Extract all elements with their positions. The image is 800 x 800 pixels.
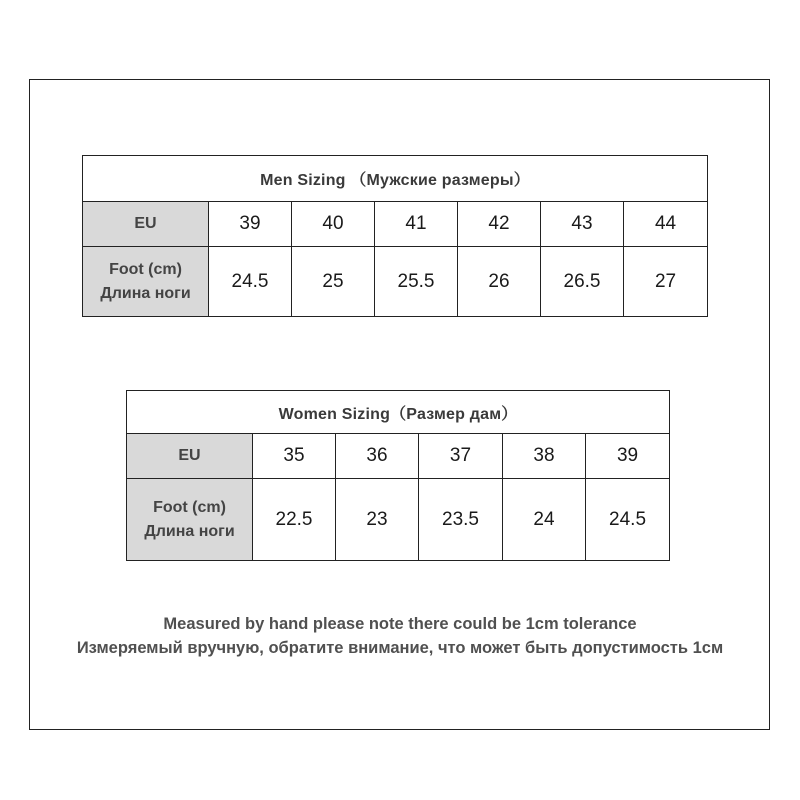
women-eu-cell: 35: [253, 434, 336, 479]
men-foot-cell: 27: [624, 247, 708, 317]
men-eu-cell: 42: [458, 202, 541, 247]
men-foot-cell: 25.5: [375, 247, 458, 317]
men-foot-label: [83, 247, 209, 317]
men-eu-cell: 39: [209, 202, 292, 247]
women-foot-cell: 22.5: [253, 479, 336, 561]
women-table-title: Women Sizing（Размер дам）: [127, 391, 670, 434]
men-foot-cell: 26: [458, 247, 541, 317]
women-foot-cell: 24.5: [586, 479, 670, 561]
men-foot-label-en: Foot (cm): [109, 260, 182, 278]
women-eu-cell: 39: [586, 434, 670, 479]
men-foot-label-ru: Длина ноги: [100, 284, 191, 302]
women-eu-cell: 38: [503, 434, 586, 479]
women-foot-label: [127, 479, 253, 561]
men-eu-cell: 40: [292, 202, 375, 247]
men-table-title: Men Sizing （Мужские размеры）: [83, 156, 708, 202]
women-foot-cell: 23.5: [419, 479, 503, 561]
women-eu-label: EU: [127, 434, 253, 479]
women-eu-cell: 36: [336, 434, 419, 479]
men-eu-cell: 41: [375, 202, 458, 247]
women-eu-cell: 37: [419, 434, 503, 479]
men-eu-label: EU: [83, 202, 209, 247]
men-sizing-table: [82, 155, 708, 317]
men-eu-cell: 43: [541, 202, 624, 247]
men-foot-cell: 25: [292, 247, 375, 317]
women-foot-label-en: Foot (cm): [153, 498, 226, 516]
tolerance-note-ru: Измеряемый вручную, обратите внимание, что может быть допустимость 1см: [76, 639, 724, 657]
men-foot-cell: 26.5: [541, 247, 624, 317]
men-eu-cell: 44: [624, 202, 708, 247]
women-sizing-table: [126, 390, 670, 561]
women-foot-cell: 24: [503, 479, 586, 561]
women-foot-label-ru: Длина ноги: [144, 522, 235, 540]
women-foot-cell: 23: [336, 479, 419, 561]
tolerance-note-en: Measured by hand please note there could be 1cm tolerance: [163, 615, 637, 633]
men-foot-cell: 24.5: [209, 247, 292, 317]
